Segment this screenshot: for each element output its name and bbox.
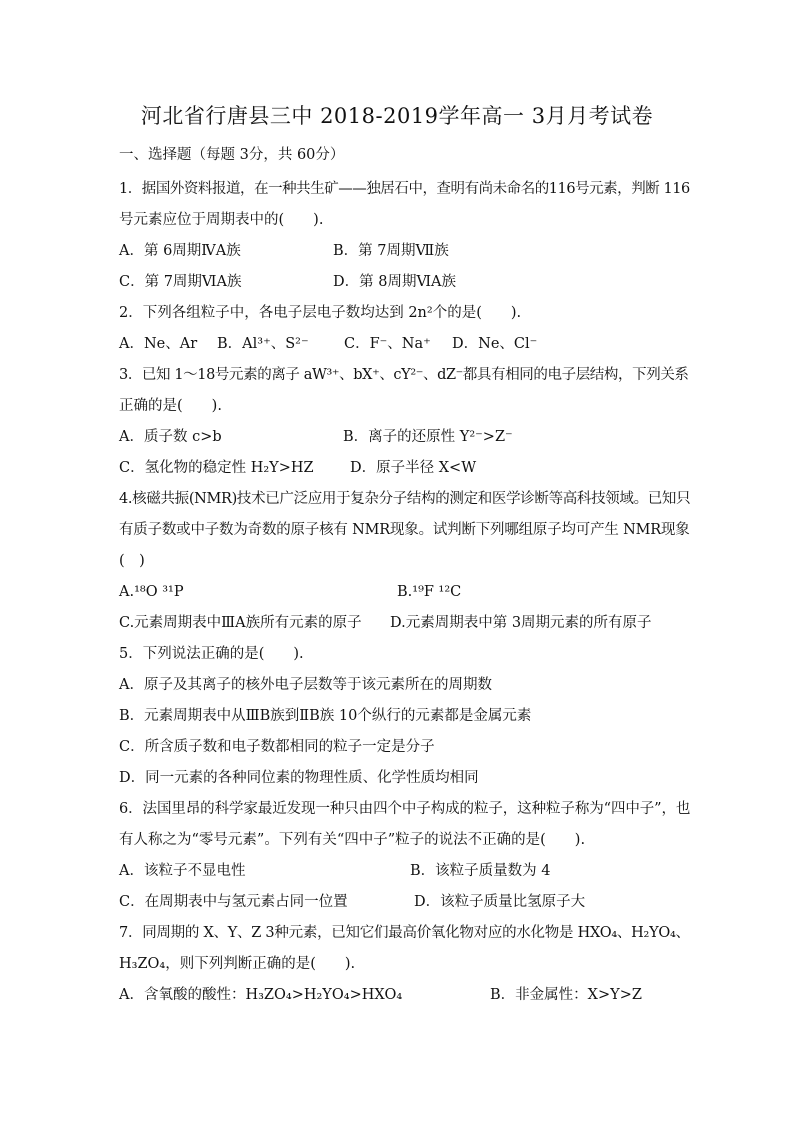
section-heading: 一、选择题（每题 3分，共 60分）: [119, 147, 345, 163]
q5-option-d: D．同一元素的各种同位素的物理性质、化学性质均相同: [119, 770, 479, 786]
q5-option-c: C．所含质子数和电子数都相同的粒子一定是分子: [119, 739, 435, 755]
q4-stem-line2: 有质子数或中子数为奇数的原子核有 NMR现象。试判断下列哪组原子均可产生 NMR现象: [119, 522, 690, 538]
q1-stem-line2: 号元素应位于周期表中的( ).: [119, 212, 324, 228]
q7-stem-line2: H₃ZO₄，则下列判断正确的是( ).: [119, 956, 356, 972]
q3-option-d: D．原子半径 X<W: [350, 460, 477, 476]
q6-stem-line1: 6．法国里昂的科学家最近发现一种只由四个中子构成的粒子，这种粒子称为“四中子”，也: [119, 801, 691, 817]
q1-option-c: C．第 7周期ⅥA族: [119, 274, 242, 290]
q7-stem-line1: 7．同周期的 X、Y、Z 3种元素，已知它们最高价氧化物对应的水化物是 HXO₄、H₂YO₄、: [119, 925, 690, 941]
q7-option-a: A．含氧酸的酸性：H₃ZO₄>H₂YO₄>HXO₄: [119, 987, 403, 1003]
q4-stem-line1: 4.核磁共振(NMR)技术已广泛应用于复杂分子结构的测定和医学诊断等高科技领域。已知只: [119, 491, 691, 507]
q3-option-a: A．质子数 c>b: [119, 429, 222, 445]
q3-option-c: C．氢化物的稳定性 H₂Y>HZ: [119, 460, 314, 476]
q5-stem: 5．下列说法正确的是( ).: [119, 646, 304, 662]
q2-option-c: C．F⁻、Na⁺: [344, 336, 431, 352]
q1-option-d: D．第 8周期ⅥA族: [333, 274, 457, 290]
q2-option-b: B．Al³⁺、S²⁻: [217, 336, 309, 352]
q4-option-c: C.元素周期表中ⅢA族所有元素的原子: [119, 615, 362, 631]
q1-option-b: B．第 7周期Ⅶ族: [333, 243, 449, 259]
q4-option-b: B.¹⁹F ¹²C: [397, 584, 462, 600]
q3-stem-line1: 3．已知 1～18号元素的离子 aW³⁺、bX⁺、cY²⁻、dZ⁻都具有相同的电子层结构，下列关系: [119, 367, 689, 383]
q2-option-d: D．Ne、Cl⁻: [452, 336, 538, 352]
q4-option-d: D.元素周期表中第 3周期元素的所有原子: [390, 615, 652, 631]
page-title: 河北省行唐县三中 2018-2019学年高一 3月月考试卷: [140, 104, 654, 128]
q4-stem-line3: ( ): [119, 553, 145, 569]
q4-option-a: A.¹⁸O ³¹P: [119, 584, 184, 600]
q2-stem: 2．下列各组粒子中，各电子层电子数均达到 2n²个的是( ).: [119, 305, 522, 321]
q5-option-a: A．原子及其离子的核外电子层数等于该元素所在的周期数: [119, 677, 492, 693]
q1-option-a: A．第 6周期ⅣA族: [119, 243, 241, 259]
q5-option-b: B．元素周期表中从ⅢB族到ⅡB族 10个纵行的元素都是金属元素: [119, 708, 532, 724]
q2-option-a: A．Ne、Ar: [119, 336, 198, 352]
q6-option-c: C．在周期表中与氢元素占同一位置: [119, 894, 348, 910]
q6-option-a: A．该粒子不显电性: [119, 863, 246, 879]
q3-option-b: B．离子的还原性 Y²⁻>Z⁻: [343, 429, 513, 445]
q7-option-b: B．非金属性：X>Y>Z: [490, 987, 642, 1003]
q1-stem-line1: 1．据国外资料报道，在一种共生矿——独居石中，查明有尚未命名的116号元素，判断 116: [119, 181, 690, 197]
q6-option-b: B．该粒子质量数为 4: [410, 863, 551, 879]
q6-option-d: D．该粒子质量比氢原子大: [414, 894, 586, 910]
q3-stem-line2: 正确的是( ).: [119, 398, 222, 414]
q6-stem-line2: 有人称之为“零号元素”。下列有关“四中子”粒子的说法不正确的是( ).: [119, 832, 586, 848]
